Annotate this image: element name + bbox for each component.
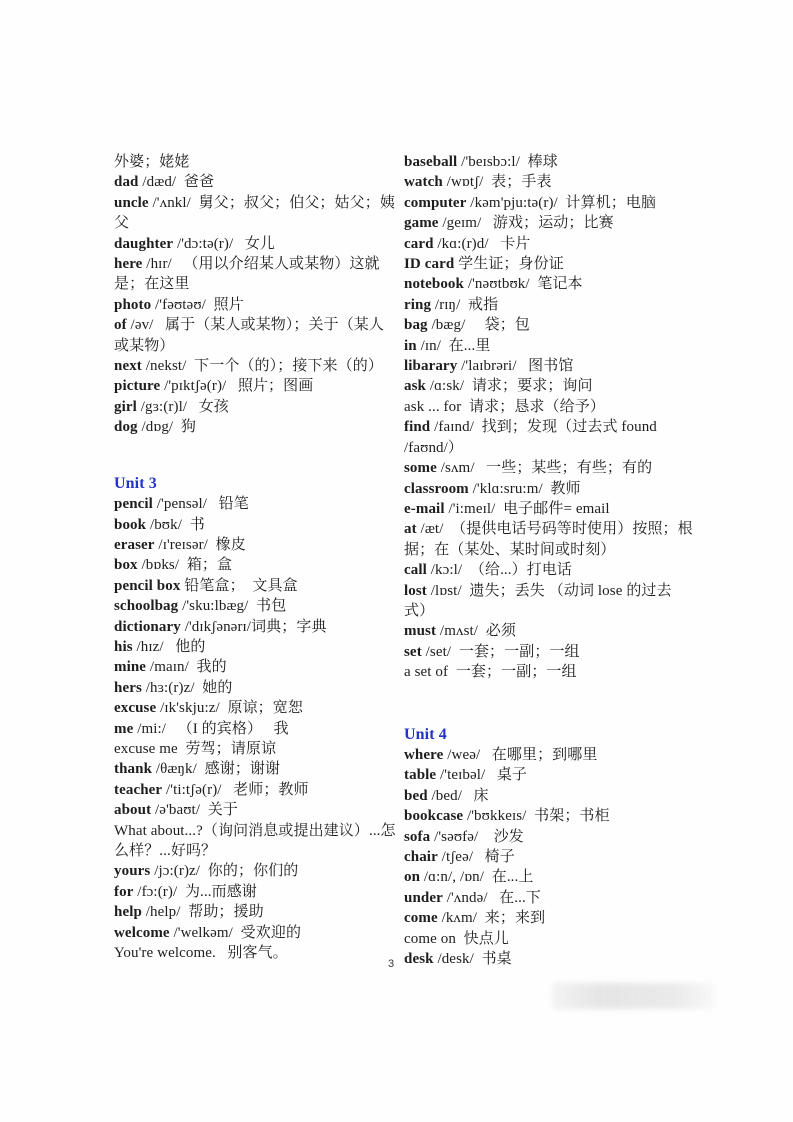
vocab-entry [404, 499, 694, 519]
left-column [114, 152, 398, 963]
headword: where [404, 746, 444, 763]
vocab-entry [114, 417, 398, 437]
headword: daughter [114, 235, 174, 252]
vocab-entry [404, 458, 694, 478]
entry-text: a set of 一套；一副；一组 [404, 664, 577, 681]
headword: must [404, 623, 437, 640]
headword: here [114, 256, 143, 273]
headword: find [404, 419, 431, 436]
headword: dog [114, 419, 138, 436]
vocab-entry [114, 172, 398, 192]
vocab-entry [404, 295, 694, 315]
vocab-entry [114, 800, 398, 820]
entry-text: /maɪn/ 我的 [146, 659, 227, 676]
entry-text: /'laɪbrəri/ 图书馆 [457, 358, 574, 375]
headword: for [114, 883, 134, 900]
entry-text: /'bʊkkeɪs/ 书架；书柜 [463, 808, 610, 825]
vocab-entry [404, 888, 694, 908]
section-gap [404, 683, 694, 725]
headword: yours [114, 863, 151, 880]
entry-text: /hɪr/ （用以介绍某人或某物）这就是；在这里 [114, 256, 380, 293]
headword: of [114, 317, 127, 334]
headword: his [114, 638, 133, 655]
entry-text: /set/ 一套；一副；一组 [421, 643, 580, 660]
vocab-entry [114, 596, 398, 616]
vocab-entry [114, 821, 398, 862]
entry-text: /'dɔ:tə(r)/ 女儿 [173, 235, 276, 252]
vocab-entry [114, 902, 398, 922]
headword: pencil box [114, 577, 181, 594]
headword: lost [404, 582, 427, 599]
headword: pencil [114, 496, 153, 513]
entry-text: ask ... for 请求；恳求（给予） [404, 398, 605, 415]
vocab-entry [114, 315, 398, 356]
vocab-entry [404, 929, 694, 949]
headword: some [404, 460, 437, 477]
entry-text: /'nəʊtbʊk/ 笔记本 [463, 276, 583, 293]
vocab-entry [114, 152, 398, 172]
entry-text: /bɒks/ 箱；盒 [137, 557, 233, 574]
unit-heading: Unit 4 [404, 725, 447, 743]
headword: me [114, 720, 134, 737]
headword: excuse [114, 700, 157, 717]
headword: uncle [114, 194, 149, 211]
headword: set [404, 643, 422, 660]
entry-text: 外婆；姥姥 [114, 154, 190, 170]
headword: thank [114, 761, 153, 778]
headword: desk [404, 951, 434, 968]
headword: in [404, 337, 417, 354]
vocab-entry [404, 765, 694, 785]
vocab-entry [404, 621, 694, 641]
headword: chair [404, 849, 438, 865]
headword: under [404, 889, 443, 906]
vocab-entry [404, 642, 694, 662]
headword: call [404, 562, 427, 579]
entry-text: /nekst/ 下一个（的）；接下来（的） [141, 358, 383, 375]
entry-text: /fɔ:(r)/ 为...而感谢 [133, 883, 257, 900]
entry-text: /sʌm/ 一些；某些；有些；有的 [436, 460, 653, 477]
headword: baseball [404, 154, 458, 170]
entry-text: /'səʊfə/ 沙发 [430, 828, 524, 845]
headword: e-mail [404, 500, 445, 517]
watermark-blur [552, 983, 714, 1009]
entry-text: /ɪk'skju:z/ 原谅；宽恕 [156, 700, 303, 717]
vocab-entry [404, 315, 694, 335]
entry-text: /wɒtʃ/ 表；手表 [442, 174, 552, 191]
vocab-entry [114, 698, 398, 718]
entry-text: /'fəʊtəʊ/ 照片 [151, 296, 244, 313]
headword: ask [404, 378, 426, 395]
entry-text: /bed/ 床 [427, 787, 489, 804]
entry-text: /desk/ 书桌 [433, 951, 512, 968]
vocab-entry [404, 397, 694, 417]
vocab-entry [114, 882, 398, 902]
vocab-entry [404, 254, 694, 274]
headword: dictionary [114, 618, 181, 635]
vocab-entry [404, 786, 694, 806]
entry-text: /gɜ:(r)l/ 女孩 [136, 398, 229, 415]
entry-text: /ɪ'reɪsər/ 橡皮 [154, 536, 246, 553]
vocab-entry [114, 861, 398, 881]
vocab-entry [404, 867, 694, 887]
headword: bed [404, 787, 428, 804]
vocab-entry [404, 356, 694, 376]
vocab-entry [114, 943, 398, 963]
section-gap [114, 438, 398, 474]
entry-text: /'pensəl/ 铅笔 [152, 496, 249, 513]
headword: watch [404, 174, 443, 191]
entry-text: /'ʌnkl/ 舅父；叔父；伯父；姑父；姨父 [114, 194, 395, 232]
vocab-entry [114, 617, 398, 637]
headword: girl [114, 398, 137, 415]
entry-text: /jɔ:(r)z/ 你的；你们的 [150, 863, 299, 880]
headword: come [404, 910, 438, 927]
vocab-entry [404, 847, 694, 867]
entry-text: /faɪnd/ 找到；发现（过去式 found /faʊnd/） [404, 419, 661, 456]
vocab-entry [404, 417, 694, 458]
entry-text: /'dɪkʃənərɪ/词典；字典 [180, 618, 327, 635]
entry-text: /ə'baʊt/ 关于 [151, 802, 238, 819]
vocab-entry [114, 397, 398, 417]
vocab-entry [114, 535, 398, 555]
entry-text: /æt/ （提供电话号码等时使用）按照；根据；在（某处、某时间或时刻） [404, 521, 693, 558]
entry-text: /bʊk/ 书 [146, 516, 205, 533]
headword: about [114, 802, 152, 819]
headword: table [404, 767, 437, 784]
entry-text: /geɪm/ 游戏；运动；比赛 [438, 215, 614, 232]
headword: card [404, 235, 434, 252]
vocab-entry [114, 193, 398, 234]
vocab-entry [114, 657, 398, 677]
entry-text: 铅笔盒； 文具盒 [180, 577, 298, 594]
vocab-entry [404, 172, 694, 192]
vocab-entry [404, 234, 694, 254]
headword: book [114, 516, 147, 533]
vocab-entry [114, 234, 398, 254]
entry-text: /help/ 帮助；援助 [141, 904, 264, 921]
vocab-entry [404, 274, 694, 294]
headword: next [114, 358, 142, 375]
vocab-entry [114, 515, 398, 535]
vocab-entry [404, 560, 694, 580]
entry-text: /tʃeə/ 椅子 [437, 849, 515, 865]
entry-text: /mʌst/ 必须 [436, 623, 516, 640]
entry-text: /kʌm/ 来；来到 [437, 910, 546, 927]
vocab-entry [114, 923, 398, 943]
vocab-entry [404, 581, 694, 622]
headword: sofa [404, 828, 431, 845]
entry-text: /kəm'pju:tə(r)/ 计算机；电脑 [466, 194, 657, 211]
entry-text: /'beɪsbɔ:l/ 棒球 [457, 154, 558, 170]
entry-text: /'ti:tʃə(r)/ 老师；教师 [162, 781, 309, 798]
vocab-entry [404, 519, 694, 560]
headword: mine [114, 659, 147, 676]
entry-text: /ɑ:n/, /ɒn/ 在...上 [420, 869, 534, 886]
vocab-entry [114, 254, 398, 295]
headword: eraser [114, 536, 155, 553]
vocab-entry [404, 745, 694, 765]
headword: picture [114, 378, 161, 395]
entry-text: /kɔ:l/ （给...）打电话 [426, 562, 573, 579]
entry-text: /'welkəm/ 受欢迎的 [169, 924, 302, 941]
headword: at [404, 521, 417, 538]
entry-text: /mi:/ （I 的宾格） 我 [133, 720, 289, 737]
entry-text: 学生证；身份证 [454, 256, 564, 273]
page-number: 3 [388, 958, 395, 970]
vocab-entry [404, 193, 694, 213]
entry-text: /bæg/ 袋；包 [427, 317, 530, 334]
entry-text: /rɪŋ/ 戒指 [431, 296, 499, 313]
headword: welcome [114, 924, 170, 941]
headword: bookcase [404, 808, 464, 825]
vocab-entry [114, 376, 398, 396]
vocab-entry [404, 152, 694, 172]
headword: ring [404, 296, 432, 313]
headword: hers [114, 679, 142, 696]
entry-text: excuse me 劳驾；请原谅 [114, 740, 277, 757]
right-column [404, 152, 694, 969]
vocab-entry [114, 295, 398, 315]
headword: classroom [404, 480, 469, 497]
entry-text: /θæŋk/ 感谢；谢谢 [152, 761, 281, 778]
entry-text: come on 快点儿 [404, 930, 509, 947]
headword: photo [114, 296, 152, 313]
entry-text: /'klɑ:sru:m/ 教师 [468, 480, 581, 497]
entry-text: /weə/ 在哪里；到哪里 [443, 746, 598, 763]
vocab-entry [114, 678, 398, 698]
headword: bag [404, 317, 428, 334]
headword: ID card [404, 256, 455, 273]
entry-text: /ɑ:sk/ 请求；要求；询问 [425, 378, 593, 395]
entry-text: /hɪz/ 他的 [132, 638, 206, 655]
headword: box [114, 557, 138, 574]
vocab-entry [404, 827, 694, 847]
entry-text: /dæd/ 爸爸 [138, 174, 215, 191]
entry-text: /ɪn/ 在...里 [416, 337, 491, 354]
headword: game [404, 215, 439, 232]
headword: computer [404, 194, 467, 211]
entry-text: /kɑ:(r)d/ 卡片 [433, 235, 531, 252]
headword: teacher [114, 781, 163, 798]
entry-text: What about...?（询问消息或提出建议）...怎么样？...好吗？ [114, 822, 396, 859]
headword: libarary [404, 358, 458, 375]
entry-text: /'pɪktʃə(r)/ 照片；图画 [160, 378, 314, 395]
unit-heading: Unit 3 [114, 474, 157, 492]
headword: dad [114, 174, 139, 191]
vocab-entry [114, 356, 398, 376]
entry-text: /dɒg/ 狗 [137, 419, 196, 436]
headword: schoolbag [114, 598, 179, 615]
vocab-entry [404, 908, 694, 928]
vocab-entry [404, 662, 694, 682]
vocab-entry [404, 376, 694, 396]
headword: on [404, 869, 421, 886]
vocab-entry [114, 759, 398, 779]
vocab-entry [114, 719, 398, 739]
entry-text: /'sku:lbæg/ 书包 [178, 598, 287, 615]
vocab-entry [404, 479, 694, 499]
vocab-entry [404, 213, 694, 233]
vocab-entry [114, 637, 398, 657]
entry-text: /'i:meɪl/ 电子邮件= email [444, 500, 610, 517]
headword: notebook [404, 276, 464, 293]
vocab-entry [114, 555, 398, 575]
entry-text: /'teɪbəl/ 桌子 [436, 767, 528, 784]
vocab-entry [114, 739, 398, 759]
vocab-entry [114, 780, 398, 800]
entry-text: You're welcome. 别客气。 [114, 945, 288, 962]
entry-text: /hɜ:(r)z/ 她的 [141, 679, 233, 696]
entry-text: /'ʌndə/ 在...下 [442, 889, 541, 906]
entry-text: /lɒst/ 遗失；丢失 （动词 lose 的过去式） [404, 582, 672, 619]
vocab-entry [404, 336, 694, 356]
vocab-entry [114, 576, 398, 596]
vocab-entry [404, 806, 694, 826]
entry-text: /əv/ 属于（某人或某物）；关于（某人或某物） [114, 317, 384, 354]
vocab-entry [114, 494, 398, 514]
vocab-entry [404, 949, 694, 969]
headword: help [114, 904, 142, 921]
